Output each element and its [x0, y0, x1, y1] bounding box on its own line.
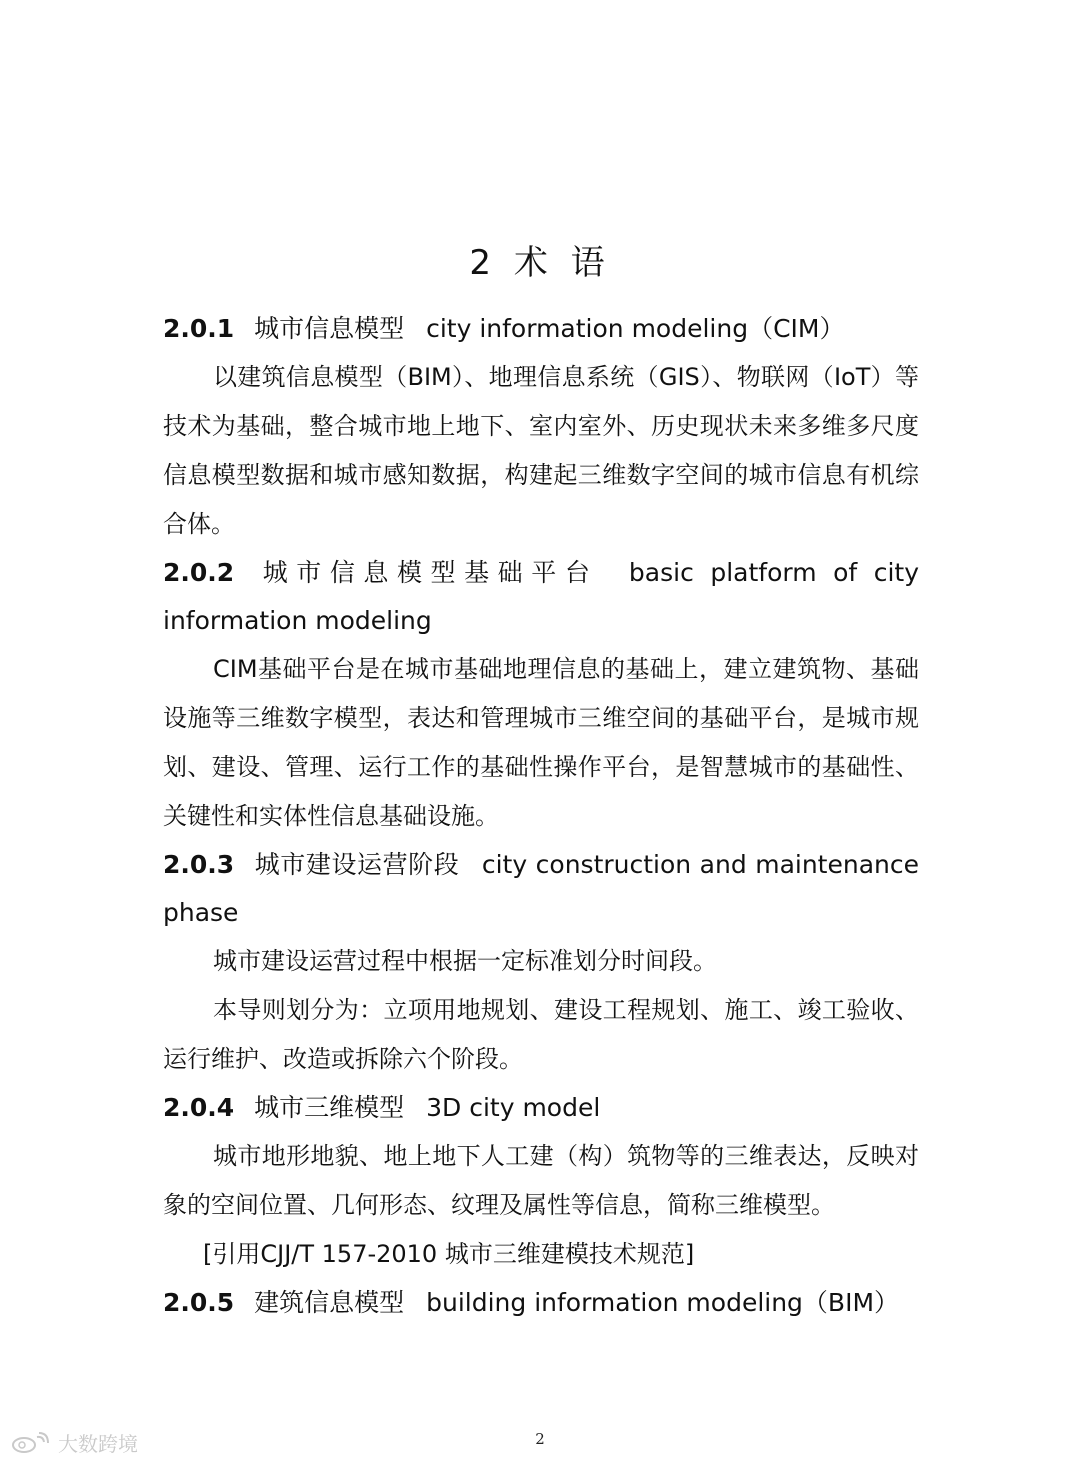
terms-section	[163, 305, 919, 1327]
term-heading	[163, 1279, 919, 1327]
term-number: 2.0.1	[163, 314, 235, 343]
term-chinese-name: 城市信息模型	[254, 314, 405, 343]
term-chinese-name: 建筑信息模型	[254, 1288, 405, 1317]
term-chinese-name: 城市建设运营阶段	[254, 850, 460, 879]
term-english-name: city construction and maintenance phase	[163, 850, 919, 927]
term-chinese-name: 城市三维模型	[254, 1093, 405, 1122]
term-heading	[163, 841, 919, 937]
term-english-name: city information modeling（CIM）	[426, 314, 845, 343]
term-heading	[163, 305, 919, 353]
chapter-title: 2 术 语	[469, 242, 611, 283]
term-english-name: 3D city model	[426, 1093, 601, 1122]
term-number: 2.0.3	[163, 850, 235, 879]
term-number: 2.0.5	[163, 1288, 235, 1317]
term-heading	[163, 549, 919, 645]
term-definition: 城市地形地貌、地上地下人工建（构）筑物等的三维表达，反映对象的空间位置、几何形态、纹理及属性等信息，简称三维模型。	[163, 1142, 919, 1219]
term-number: 2.0.4	[163, 1093, 235, 1122]
term-definition: 城市建设运营过程中根据一定标准划分时间段。	[213, 947, 717, 975]
term-english-name: building information modeling（BIM）	[426, 1288, 900, 1317]
term-definition: CIM基础平台是在城市基础地理信息的基础上，建立建筑物、基础设施等三维数字模型，表达和管理城市三维空间的基础平台，是城市规划、建设、管理、运行工作的基础性操作平台，是智慧城市的基础性、关键性和实体性信息基础设施。	[163, 655, 919, 830]
term-definition: 以建筑信息模型（BIM）、地理信息系统（GIS）、物联网（IoT）等技术为基础，整合城市地上地下、室内室外、历史现状未来多维多尺度信息模型数据和城市感知数据，构建起三维数字空间的城市信息有机综合体。	[163, 363, 919, 538]
term-heading	[163, 1084, 919, 1132]
term-reference: [引用CJJ/T 157-2010 城市三维建模技术规范]	[203, 1240, 695, 1268]
page-number: 2	[535, 1430, 545, 1448]
watermark	[10, 1428, 138, 1457]
term-definition: 本导则划分为：立项用地规划、建设工程规划、施工、竣工验收、运行维护、改造或拆除六个阶段。	[163, 996, 919, 1073]
watermark-text: 大数跨境	[58, 1432, 138, 1456]
weibo-logo-icon	[10, 1432, 50, 1454]
term-english-name: basic platform of city information modeling	[163, 558, 919, 635]
term-number: 2.0.2	[163, 558, 235, 587]
term-chinese-name: 城市信息模型基础平台	[262, 558, 599, 587]
